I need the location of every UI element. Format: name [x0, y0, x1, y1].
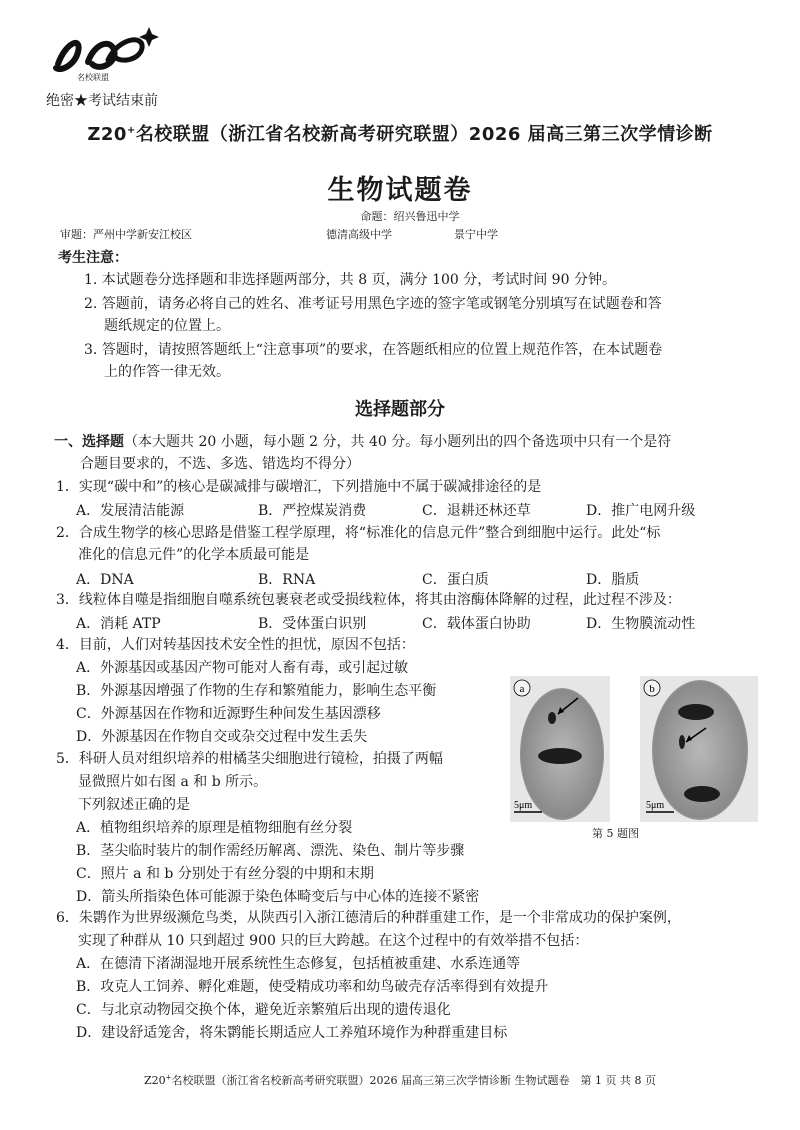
section-intro	[54, 431, 671, 453]
q4-option-c: C．外源基因在作物和近源野生种间发生基因漂移	[76, 706, 381, 722]
scale-label-a: 5μm	[514, 800, 533, 811]
q5-stem-1: 5．科研人员对组织培养的柑橘茎尖细胞进行镜检，拍摄了两幅	[56, 751, 443, 767]
reviewer-1: 审题：严州中学新安江校区	[60, 228, 192, 241]
organization-title	[0, 120, 800, 146]
section-intro-bold: 一、选择题	[54, 434, 124, 450]
q1-option-d: D．推广电网升级	[586, 503, 696, 519]
notice-item-2-cont: 题纸规定的位置上。	[104, 318, 230, 334]
q6-stem-1: 6．朱鹮作为世界级濒危鸟类，从陕西引入浙江德清后的种群重建工作，是一个非常成功的保护案例，	[56, 910, 681, 926]
footer-sup: +	[165, 1073, 172, 1082]
q6-stem-2: 实现了种群从 10 只到超过 900 只的巨大跨越。在这个过程中的有效举措不包括：	[78, 933, 589, 949]
section-title: 选择题部分	[355, 399, 445, 420]
scale-label-b: 5μm	[646, 800, 665, 811]
q3-option-d: D．生物膜流动性	[586, 616, 696, 632]
q5-option-d: D．箭头所指染色体可能源于染色体畸变后与中心体的连接不紧密	[76, 889, 480, 905]
notice-item-2: 2. 答题前，请务必将自己的姓名、准考证号用黑色字迹的签字笔或钢笔分别填写在试题卷和答	[84, 296, 662, 312]
cell-b-upper-chromosomes	[678, 704, 714, 720]
q1-stem: 1．实现“碳中和”的核心是碳减排与碳增汇，下列措施中不属于碳减排途径的是	[56, 479, 542, 495]
footer-prefix: Z20	[144, 1074, 166, 1087]
q5-stem-3: 下列叙述正确的是	[78, 797, 190, 813]
notice-heading: 考生注意：	[58, 250, 128, 266]
q6-option-d: D．建设舒适笼舍，将朱鹮能长期适应人工养殖环境作为种群重建目标	[76, 1025, 508, 1041]
page-footer	[0, 1072, 800, 1088]
org-title-rest: 名校联盟（浙江省名校新高考研究联盟）2026 届高三第三次学情诊断	[135, 124, 713, 145]
q4-option-a: A．外源基因或基因产物可能对人畜有毒，或引起过敏	[76, 660, 409, 676]
figure-caption: 第 5 题图	[592, 827, 639, 840]
q5-micrograph-figure	[510, 676, 760, 822]
reviewer-2: 德清高级中学	[326, 228, 392, 241]
q2-option-d: D．脂质	[586, 572, 640, 588]
section-intro-rest: （本大题共 20 小题，每小题 2 分，共 40 分。每小题列出的四个备选项中只有一个是符	[124, 434, 672, 450]
label-a: a	[519, 683, 525, 695]
q3-option-b: B．受体蛋白识别	[258, 616, 367, 632]
q5-stem-2: 显微照片如右图 a 和 b 所示。	[78, 774, 268, 790]
q6-option-c: C．与北京动物园交换个体，避免近亲繁殖后出现的遗传退化	[76, 1002, 451, 1018]
cell-b-lagging-chromosome	[679, 735, 685, 749]
paper-title: 生物试题卷	[327, 175, 473, 206]
q1-option-b: B．严控煤炭消费	[258, 503, 367, 519]
notice-item-1: 1. 本试题卷分选择题和非选择题两部分，共 8 页，满分 100 分，考试时间 90 分钟。	[84, 272, 616, 288]
q4-option-b: B．外源基因增强了作物的生存和繁殖能力，影响生态平衡	[76, 683, 437, 699]
q6-option-a: A．在德清下渚湖湿地开展系统性生态修复，包括植被重建、水系连通等	[76, 956, 521, 972]
q2-option-c: C．蛋白质	[422, 572, 489, 588]
q2-stem-2: 准化的信息元件”的化学本质最可能是	[78, 547, 310, 563]
section-intro-line2: 合题目要求的，不选、多选、错选均不得分）	[80, 456, 360, 472]
notice-item-3-cont: 上的作答一律无效。	[104, 364, 230, 380]
cell-a-chromosomes	[538, 748, 582, 764]
q1-option-c: C．退耕还林还草	[422, 503, 531, 519]
q1-option-a: A．发展清洁能源	[76, 503, 185, 519]
notice-item-3: 3. 答题时，请按照答题纸上“注意事项”的要求，在答题纸相应的位置上规范作答，在本试题卷	[84, 342, 663, 358]
q3-stem: 3．线粒体自噬是指细胞自噬系统包裹衰老或受损线粒体，将其由溶酶体降解的过程，此过程不涉及：	[56, 592, 681, 608]
q4-option-d: D．外源基因在作物自交或杂交过程中发生丢失	[76, 729, 368, 745]
q4-stem: 4．目前，人们对转基因技术安全性的担忧，原因不包括：	[56, 637, 415, 653]
q5-option-c: C．照片 a 和 b 分别处于有丝分裂的中期和末期	[76, 866, 374, 882]
setter-line: 命题：绍兴鲁迅中学	[360, 210, 460, 223]
org-title-sup: +	[126, 125, 136, 136]
q2-option-b: B．RNA	[258, 572, 316, 588]
q6-option-b: B．攻克人工饲养、孵化难题，使受精成功率和幼鸟破壳存活率得到有效提升	[76, 979, 549, 995]
reviewer-3: 景宁中学	[454, 228, 498, 241]
q3-option-a: A．消耗 ATP	[76, 616, 161, 632]
label-b: b	[649, 683, 655, 695]
q2-option-a: A．DNA	[76, 572, 134, 588]
q3-option-c: C．载体蛋白协助	[422, 616, 531, 632]
q5-option-b: B．茎尖临时装片的制作需经历解离、漂洗、染色、制片等步骤	[76, 843, 465, 859]
footer-text: 名校联盟（浙江省名校新高考研究联盟）2026 届高三第三次学情诊断 生物试题卷 第 1 页 共 8 页	[171, 1074, 656, 1087]
q5-option-a: A．植物组织培养的原理是植物细胞有丝分裂	[76, 820, 353, 836]
cell-b-lower-chromosomes	[684, 786, 720, 802]
logo-caption: 名校联盟	[77, 73, 109, 82]
org-title-prefix: Z20	[87, 124, 127, 145]
confidential-mark: 绝密★考试结束前	[46, 93, 158, 109]
q2-stem-1: 2．合成生物学的核心思路是借鉴工程学原理，将“标准化的信息元件”整合到细胞中运行。此处“标	[56, 525, 661, 541]
cell-a-lagging-chromosome	[548, 712, 556, 724]
